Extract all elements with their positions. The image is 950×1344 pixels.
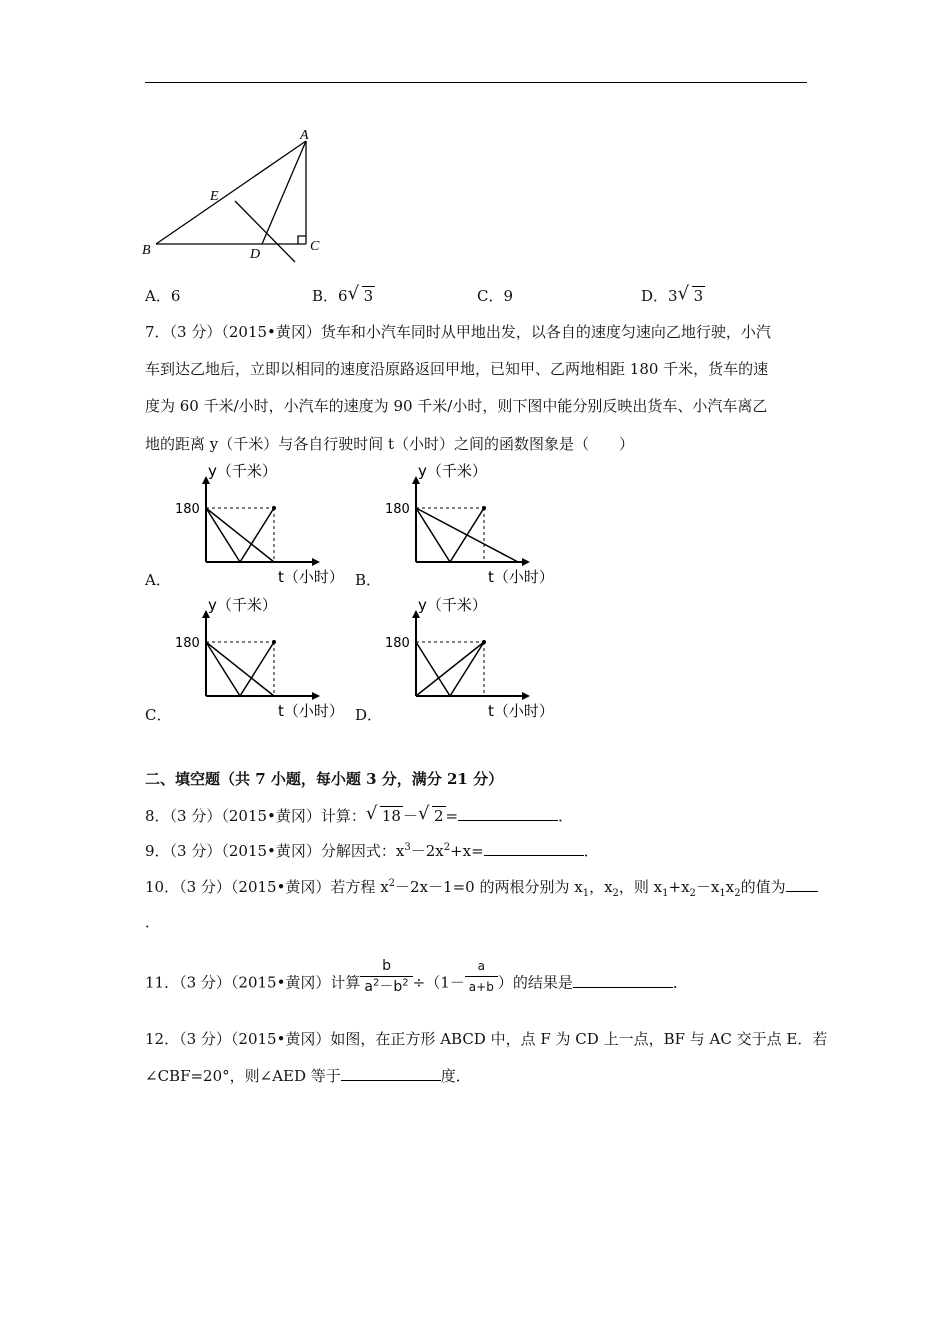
q9-answer-blank[interactable] [484, 841, 584, 856]
label-C: C [310, 239, 320, 254]
label-B: B [142, 243, 151, 258]
q6-option-c: C．9 [477, 287, 514, 305]
q9-text: 9．（3 分）（2015•黄冈）分解因式：$x^3-2x^2+x=$ ． [145, 842, 599, 860]
graph-line [206, 508, 240, 562]
q7-line3: 度为 60 千米/小时，小汽车的速度为 90 千米/小时，则下图中能分别反映出货车、小汽车离乙 [145, 397, 768, 415]
graph-line [450, 642, 484, 696]
q7-option-d-label: D． [355, 706, 383, 724]
q7-graph-d [382, 594, 562, 722]
graph-line [206, 642, 274, 696]
label-A: A [300, 128, 309, 143]
graph-line [240, 642, 274, 696]
graph-line [206, 642, 240, 696]
y-tick-180: 180 [385, 502, 410, 517]
y-tick-180: 180 [175, 636, 200, 651]
q6-option-d: D．3 √ 3 [641, 283, 704, 305]
triangle-figure [140, 128, 330, 268]
q6-option-b: B．6 √ 3 [312, 283, 374, 305]
y-tick-180: 180 [175, 502, 200, 517]
line-ED [235, 201, 295, 262]
section-heading: 二、填空题（共 7 小题，每小题 3 分，满分 21 分） [145, 770, 504, 788]
graph-line [416, 642, 450, 696]
graph-line [240, 508, 274, 562]
q7-option-b-label: B． [355, 571, 382, 589]
q8-answer-blank[interactable] [458, 806, 558, 821]
q11-answer-blank[interactable] [573, 973, 673, 988]
x-axis-arrow [522, 558, 530, 566]
q8-text: 8．（3 分）（2015•黄冈）计算： √ 18 － √ 2 = ． [145, 803, 574, 825]
y-axis-label: y（千米） [418, 596, 487, 614]
x-axis-arrow [522, 692, 530, 700]
q7-graph-a [172, 460, 352, 588]
q11-text: 11．（3 分）（2015•黄冈）计算 $\frac{b}{a^2-b^2}$ ÷（1－ $\frac{a}{a+b}$ ）的结果是 ． [145, 958, 688, 995]
q12-line2: ∠CBF=20°，则∠AED 等于 度． [145, 1067, 471, 1085]
q10-end-dot: ． [145, 913, 161, 931]
y-axis-label: y（千米） [418, 462, 487, 480]
x-axis-label: t（小时） [278, 702, 344, 720]
q10-answer-blank[interactable] [786, 877, 818, 892]
x-axis-arrow [312, 692, 320, 700]
x-axis-label: t（小时） [278, 568, 344, 586]
right-angle-mark [298, 236, 306, 244]
y-axis-label: y（千米） [208, 596, 277, 614]
q7-line4: 地的距离 y（千米）与各自行驶时间 t（小时）之间的函数图象是（ ） [145, 435, 635, 453]
graph-line [206, 508, 274, 562]
y-axis-label: y（千米） [208, 462, 277, 480]
graph-line [416, 508, 518, 562]
q7-line2: 车到达乙地后，立即以相同的速度沿原路返回甲地，已知甲、乙两地相距 180 千米，货车的速 [145, 360, 769, 378]
header-rule [145, 82, 807, 83]
label-D: D [250, 247, 261, 262]
q7-line1: 7．（3 分）（2015•黄冈）货车和小汽车同时从甲地出发，以各自的速度匀速向乙地行驶，小汽 [145, 323, 771, 341]
q6-option-a: A．6 [145, 287, 181, 305]
graph-line [416, 642, 484, 696]
y-tick-180: 180 [385, 636, 410, 651]
q7-graph-b [382, 460, 562, 588]
graph-line [416, 508, 450, 562]
q11-fraction-2: $\frac{a}{a+b}$ [465, 956, 498, 997]
x-axis-arrow [312, 558, 320, 566]
q7-graph-c [172, 594, 352, 722]
q11-fraction-1: $\frac{b}{a^2-b^2}$ [360, 956, 412, 997]
q12-line1: 12．（3 分）（2015•黄冈）如图，在正方形 ABCD 中，点 F 为 CD 上一点，BF 与 AC 交于点 E．若 [145, 1030, 828, 1048]
q12-answer-blank[interactable] [341, 1066, 441, 1081]
x-axis-label: t（小时） [488, 568, 554, 586]
label-E: E [210, 189, 219, 204]
q7-option-c-label: C． [145, 706, 172, 724]
q10-text: 10．（3 分）（2015•黄冈）若方程 $x^2-2x-1=0$ 的两根分别为 $x_1$，$x_2$，则 $x_1+x_2-x_1x_2$的值为 [145, 877, 818, 897]
x-axis-label: t（小时） [488, 702, 554, 720]
q7-option-a-label: A． [145, 571, 171, 589]
